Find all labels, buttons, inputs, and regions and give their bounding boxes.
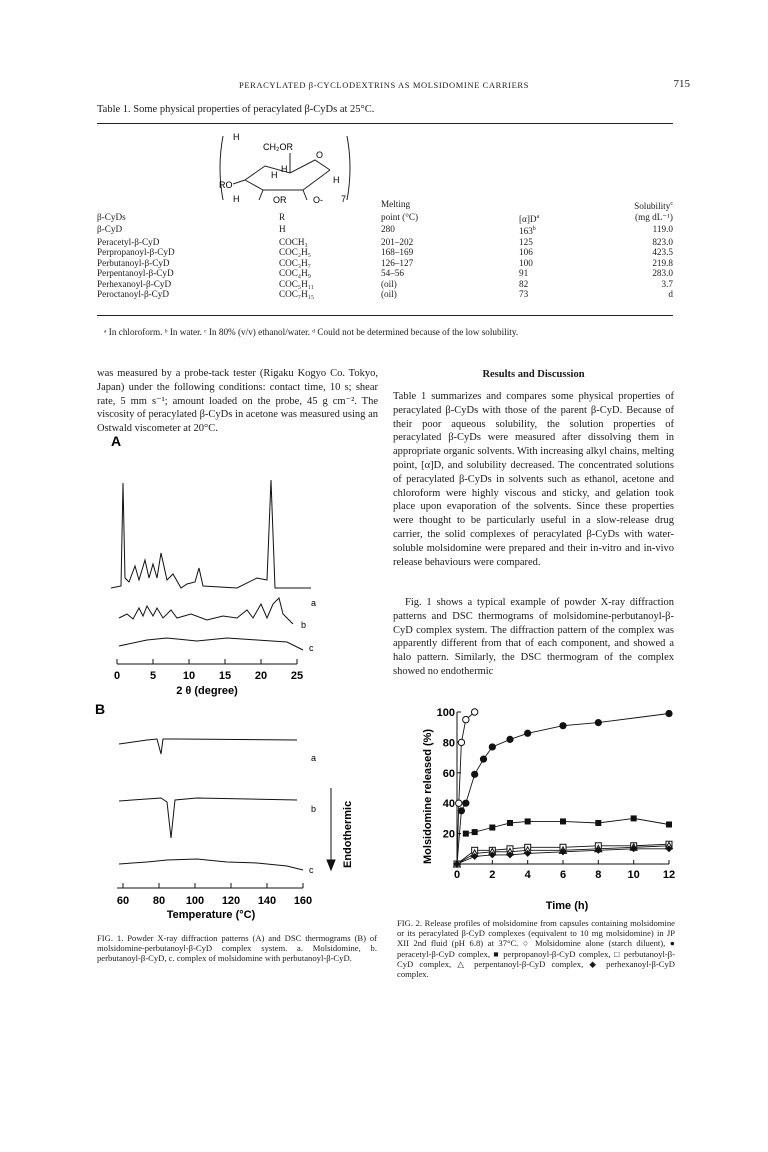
cell-name: Perbutanoyl-β-CyD — [97, 257, 170, 268]
cell-r: H — [279, 224, 286, 235]
fig2-point-open-circle — [456, 800, 462, 806]
table-row — [97, 289, 673, 300]
fig2-point-filled-circle — [480, 756, 487, 763]
cell-name: Perhexanoyl-β-CyD — [97, 278, 172, 289]
fig2-points — [453, 709, 672, 868]
fig2-point-filled-square — [560, 818, 566, 824]
cell-melting-point: 201–202 — [381, 236, 414, 247]
fig2-point-filled-square — [595, 820, 601, 826]
structure-n: 7 — [341, 194, 347, 204]
fig2-series-line — [457, 712, 475, 864]
dsc-label-a: a — [311, 753, 317, 763]
xrd-ticks — [114, 659, 303, 682]
cell-melting-point: 126–127 — [381, 257, 414, 268]
right-paragraph-1: Table 1 summarizes and compares some physical properties of peracylated β-CyDs with those of the parent β-CyD. Because of their poor aqueous solubility, the solution properties of peracylated β-CyDs were measured after dissolving them in appropriate organic solvents. With increasing alkyl chains, melting point, [α]D, and solubility decreased. The concentrated solutions of peracylated β-CyDs in solvents such as ethanol, acetone and chloroform were highly viscous and sticky, and gelation took place upon evaporation of the solvents. Since these properties were thought to be particularly useful in a slow-release drug carrier, the solid complexes of peracylated β-CyDs with water-soluble molsidomine were prepared and their in-vitro and in-vivo release behaviours were compared. — [393, 391, 674, 568]
cell-melting-point: (oil) — [381, 289, 397, 300]
fig2-y-tick-label: 80 — [442, 737, 455, 750]
fig2-point-filled-circle — [471, 771, 478, 778]
xrd-label-b: b — [301, 620, 307, 630]
dsc-tick-label: 140 — [257, 895, 277, 907]
dsc-label-c: c — [309, 865, 314, 875]
fig2-point-filled-circle — [489, 743, 496, 750]
header-solubility: Solubility$^c$ — [634, 201, 673, 212]
table-row — [97, 224, 673, 237]
xrd-tick-label: 0 — [113, 670, 121, 682]
fig2-point-open-circle — [458, 739, 464, 745]
fig2-point-filled-square — [525, 818, 531, 824]
fig2-point-filled-square — [507, 820, 513, 826]
dsc-tick-label: 60 — [116, 895, 130, 907]
table-footnote: ᵃ In chloroform. ᵇ In water. ᶜ In 80% (v/v) ethanol/water. ᵈ Could not be determined because of the low solubility. — [104, 327, 519, 337]
panel-b-label: B — [95, 701, 106, 717]
dsc-trace-a — [119, 739, 297, 754]
cell-alpha: 82 — [519, 278, 529, 289]
fig2-point-filled-circle — [524, 730, 531, 737]
page-number: 715 — [673, 78, 690, 90]
dsc-ylabel: Endothermic — [342, 800, 354, 868]
fig1-graphics — [97, 428, 381, 920]
cell-alpha: 106 — [519, 247, 533, 258]
dsc-label-b: b — [311, 804, 317, 814]
structure-o-minus: O- — [313, 195, 323, 205]
xrd-trace-c — [119, 638, 303, 650]
fig2-x-tick-label: 12 — [662, 869, 676, 881]
cell-alpha: 125 — [519, 236, 533, 247]
fig2-point-filled-square — [463, 831, 469, 837]
xrd-trace-b — [119, 598, 293, 624]
cell-solubility: 823.0 — [652, 236, 673, 247]
structure-h1: H — [233, 132, 240, 142]
header-point: point (°C) — [381, 211, 419, 222]
xrd-tick-label: 15 — [218, 670, 232, 682]
cell-name: Peracetyl-β-CyD — [97, 236, 160, 247]
table-header-row-2 — [97, 212, 673, 225]
dsc-xlabel: Temperature (°C) — [166, 909, 256, 921]
fig2-point-filled-square — [631, 815, 637, 821]
cell-r: COC₇H₁₅ — [279, 289, 315, 300]
cell-alpha: 100 — [519, 257, 533, 268]
fig1-caption: FIG. 1. Powder X-ray diffraction patterns (A) and DSC thermograms (B) of molsidomine-perbutanoyl-β-CyD complex system. a. Molsidomine, b. perbutanoyl-β-CyD, c. complex of molsidomine with perbutanoyl-β-CyD. — [97, 933, 377, 964]
cell-alpha: 73 — [519, 289, 529, 300]
left-paragraph: was measured by a probe-tack tester (Rigaku Kogyo Co. Tokyo, Japan) under the following conditions: contact time, 10 s; shear rate, 5 mm s⁻¹; amount loaded on the probe, 45 g cm⁻². The viscosity of peracylated β-CyDs in acetone was measured using an Ostwald viscometer at 20°C. — [97, 368, 378, 435]
table-top-rule — [97, 123, 673, 124]
structure-h4: H — [333, 175, 340, 185]
header-cyds: β-CyDs — [97, 211, 126, 222]
fig2-y-tick-label: 60 — [442, 767, 455, 780]
table-row — [97, 268, 673, 279]
fig2-point-filled-circle — [595, 719, 602, 726]
running-title: PERACYLATED β-CYCLODEXTRINS AS MOLSIDOMINE CARRIERS — [239, 80, 529, 90]
table-body — [97, 224, 673, 300]
fig2-x-tick-label: 4 — [524, 869, 531, 881]
header-units: (mg dL⁻¹) — [635, 211, 673, 222]
cell-name: Perpentanoyl-β-CyD — [97, 268, 174, 279]
cell-solubility: 119.0 — [652, 224, 673, 235]
fig2-x-tick-label: 2 — [489, 869, 496, 881]
cell-solubility: 3.7 — [661, 278, 673, 289]
dsc-tick-label: 100 — [185, 895, 205, 907]
dsc-tick-label: 80 — [152, 895, 166, 907]
xrd-xlabel: 2 θ (degree) — [176, 685, 238, 697]
fig2-y-tick-label: 40 — [442, 798, 455, 811]
header-alpha: $[\alpha]D^a$ — [519, 213, 540, 224]
fig2-caption: FIG. 2. Release profiles of molsidomine from capsules containing molsidomine or its peracylated β-CyD complexes (equivalent to 10 mg molsidomine) in JP XII 2nd fluid (pH 6.8) at 37°C. ○ Molsidomine alone (starch diluent), ● peracetyl-β-CyD complex, ■ perpropanoyl-β-CyD complex, □ perbutanoyl-β-CyD complex, △ perpentanoyl-β-CyD complex, ◆ perhexanoyl-β-CyD complex. — [397, 918, 675, 980]
fig2-x-tick-label: 6 — [559, 869, 567, 881]
fig2-x-tick-label: 0 — [453, 869, 461, 881]
right-paragraph-2: Fig. 1 shows a typical example of powder X-ray diffraction patterns and DSC thermograms of molsidomine-perbutanoyl-β-CyD complex system. The diffraction pattern of the complex was apparently different from that of each component, and showed a halo pattern. Similarly, the DSC thermogram of the complex showed no endothermic — [393, 597, 674, 677]
fig2-series-line — [466, 818, 669, 833]
xrd-tick-label: 20 — [254, 670, 268, 682]
fig2-y-tick-label: 100 — [436, 707, 455, 719]
structure-h5: H — [233, 194, 240, 204]
fig2-point-filled-circle — [462, 800, 469, 807]
xrd-label-a: a — [311, 598, 317, 608]
cell-r: COC₂H₅ — [279, 247, 311, 258]
cell-solubility: 283.0 — [652, 268, 673, 279]
xrd-tick-label: 5 — [149, 670, 157, 682]
table-bottom-rule — [97, 315, 673, 316]
fig2-x-tick-label: 8 — [595, 869, 602, 881]
fig2-x-tick-label: 10 — [627, 869, 640, 881]
fig2-point-filled-square — [666, 821, 672, 827]
table-row — [97, 258, 673, 269]
table-row — [97, 237, 673, 248]
fig2-point-filled-circle — [559, 722, 566, 729]
xrd-label-c: c — [309, 643, 314, 653]
fig2-y-tick-label: 20 — [442, 828, 455, 841]
cell-melting-point: (oil) — [381, 278, 397, 289]
cell-r: COCH₃ — [279, 236, 308, 247]
dsc-tick-label: 120 — [221, 895, 241, 907]
cell-alpha: 91 — [519, 268, 529, 279]
cell-r: COC₃H₇ — [279, 257, 311, 268]
cell-name: Peroctanoyl-β-CyD — [97, 289, 170, 300]
xrd-tick-label: 10 — [182, 670, 196, 682]
cell-melting-point: 54–56 — [381, 268, 404, 279]
cell-r: COC₅H₁₁ — [279, 278, 315, 289]
fig2-point-filled-circle — [665, 710, 672, 717]
xrd-tick-label: 25 — [290, 670, 304, 682]
structure-ro: RO — [219, 180, 233, 190]
cell-melting-point: 280 — [381, 224, 395, 235]
fig2-point-filled-square — [472, 829, 478, 835]
fig2-point-open-circle — [471, 709, 477, 715]
table-caption: Table 1. Some physical properties of peracylated β-CyDs at 25°C. — [97, 104, 375, 115]
cell-name: Perpropanoyl-β-CyD — [97, 247, 175, 258]
dsc-trace-b — [119, 798, 297, 838]
structure-or: OR — [273, 195, 287, 205]
fig2-curves — [457, 712, 669, 864]
structure-o: O — [316, 150, 324, 160]
dsc-ticks — [117, 883, 312, 907]
cell-r: COC₄H₉ — [279, 268, 311, 279]
dsc-trace-c — [119, 859, 303, 870]
header-melting: Melting — [381, 199, 411, 209]
fig2-chart — [417, 704, 677, 914]
table-header-row-1 — [97, 199, 673, 212]
cell-solubility: 423.5 — [652, 247, 673, 258]
properties-table — [97, 199, 673, 300]
section-heading: Results and Discussion — [482, 369, 585, 380]
fig2-point-open-circle — [463, 716, 469, 722]
panel-a-label: A — [111, 433, 122, 449]
cyclodextrin-structure — [215, 128, 355, 208]
fig2-xlabel: Time (h) — [545, 900, 589, 912]
cell-melting-point: 168–169 — [381, 247, 414, 258]
cell-alpha: 163$^b$ — [519, 226, 536, 237]
cell-solubility: d — [668, 289, 673, 300]
endothermic-arrowhead — [327, 860, 335, 870]
structure-h3: H — [281, 164, 288, 174]
fig2-point-filled-circle — [506, 736, 513, 743]
fig2-point-filled-square — [489, 825, 495, 831]
xrd-trace-a — [111, 480, 311, 588]
structure-ch2or: CH₂OR — [263, 142, 293, 152]
cell-solubility: 219.8 — [652, 257, 673, 268]
structure-h2: H — [271, 170, 278, 180]
fig2-series-line — [457, 714, 669, 865]
header-r: R — [279, 211, 286, 222]
dsc-tick-label: 160 — [293, 895, 313, 907]
fig2-point-filled-circle — [458, 807, 465, 814]
table-row — [97, 247, 673, 258]
cell-name: β-CyD — [97, 224, 123, 235]
table-row — [97, 279, 673, 290]
fig2-ylabel: Molsidomine released (%) — [422, 728, 434, 864]
